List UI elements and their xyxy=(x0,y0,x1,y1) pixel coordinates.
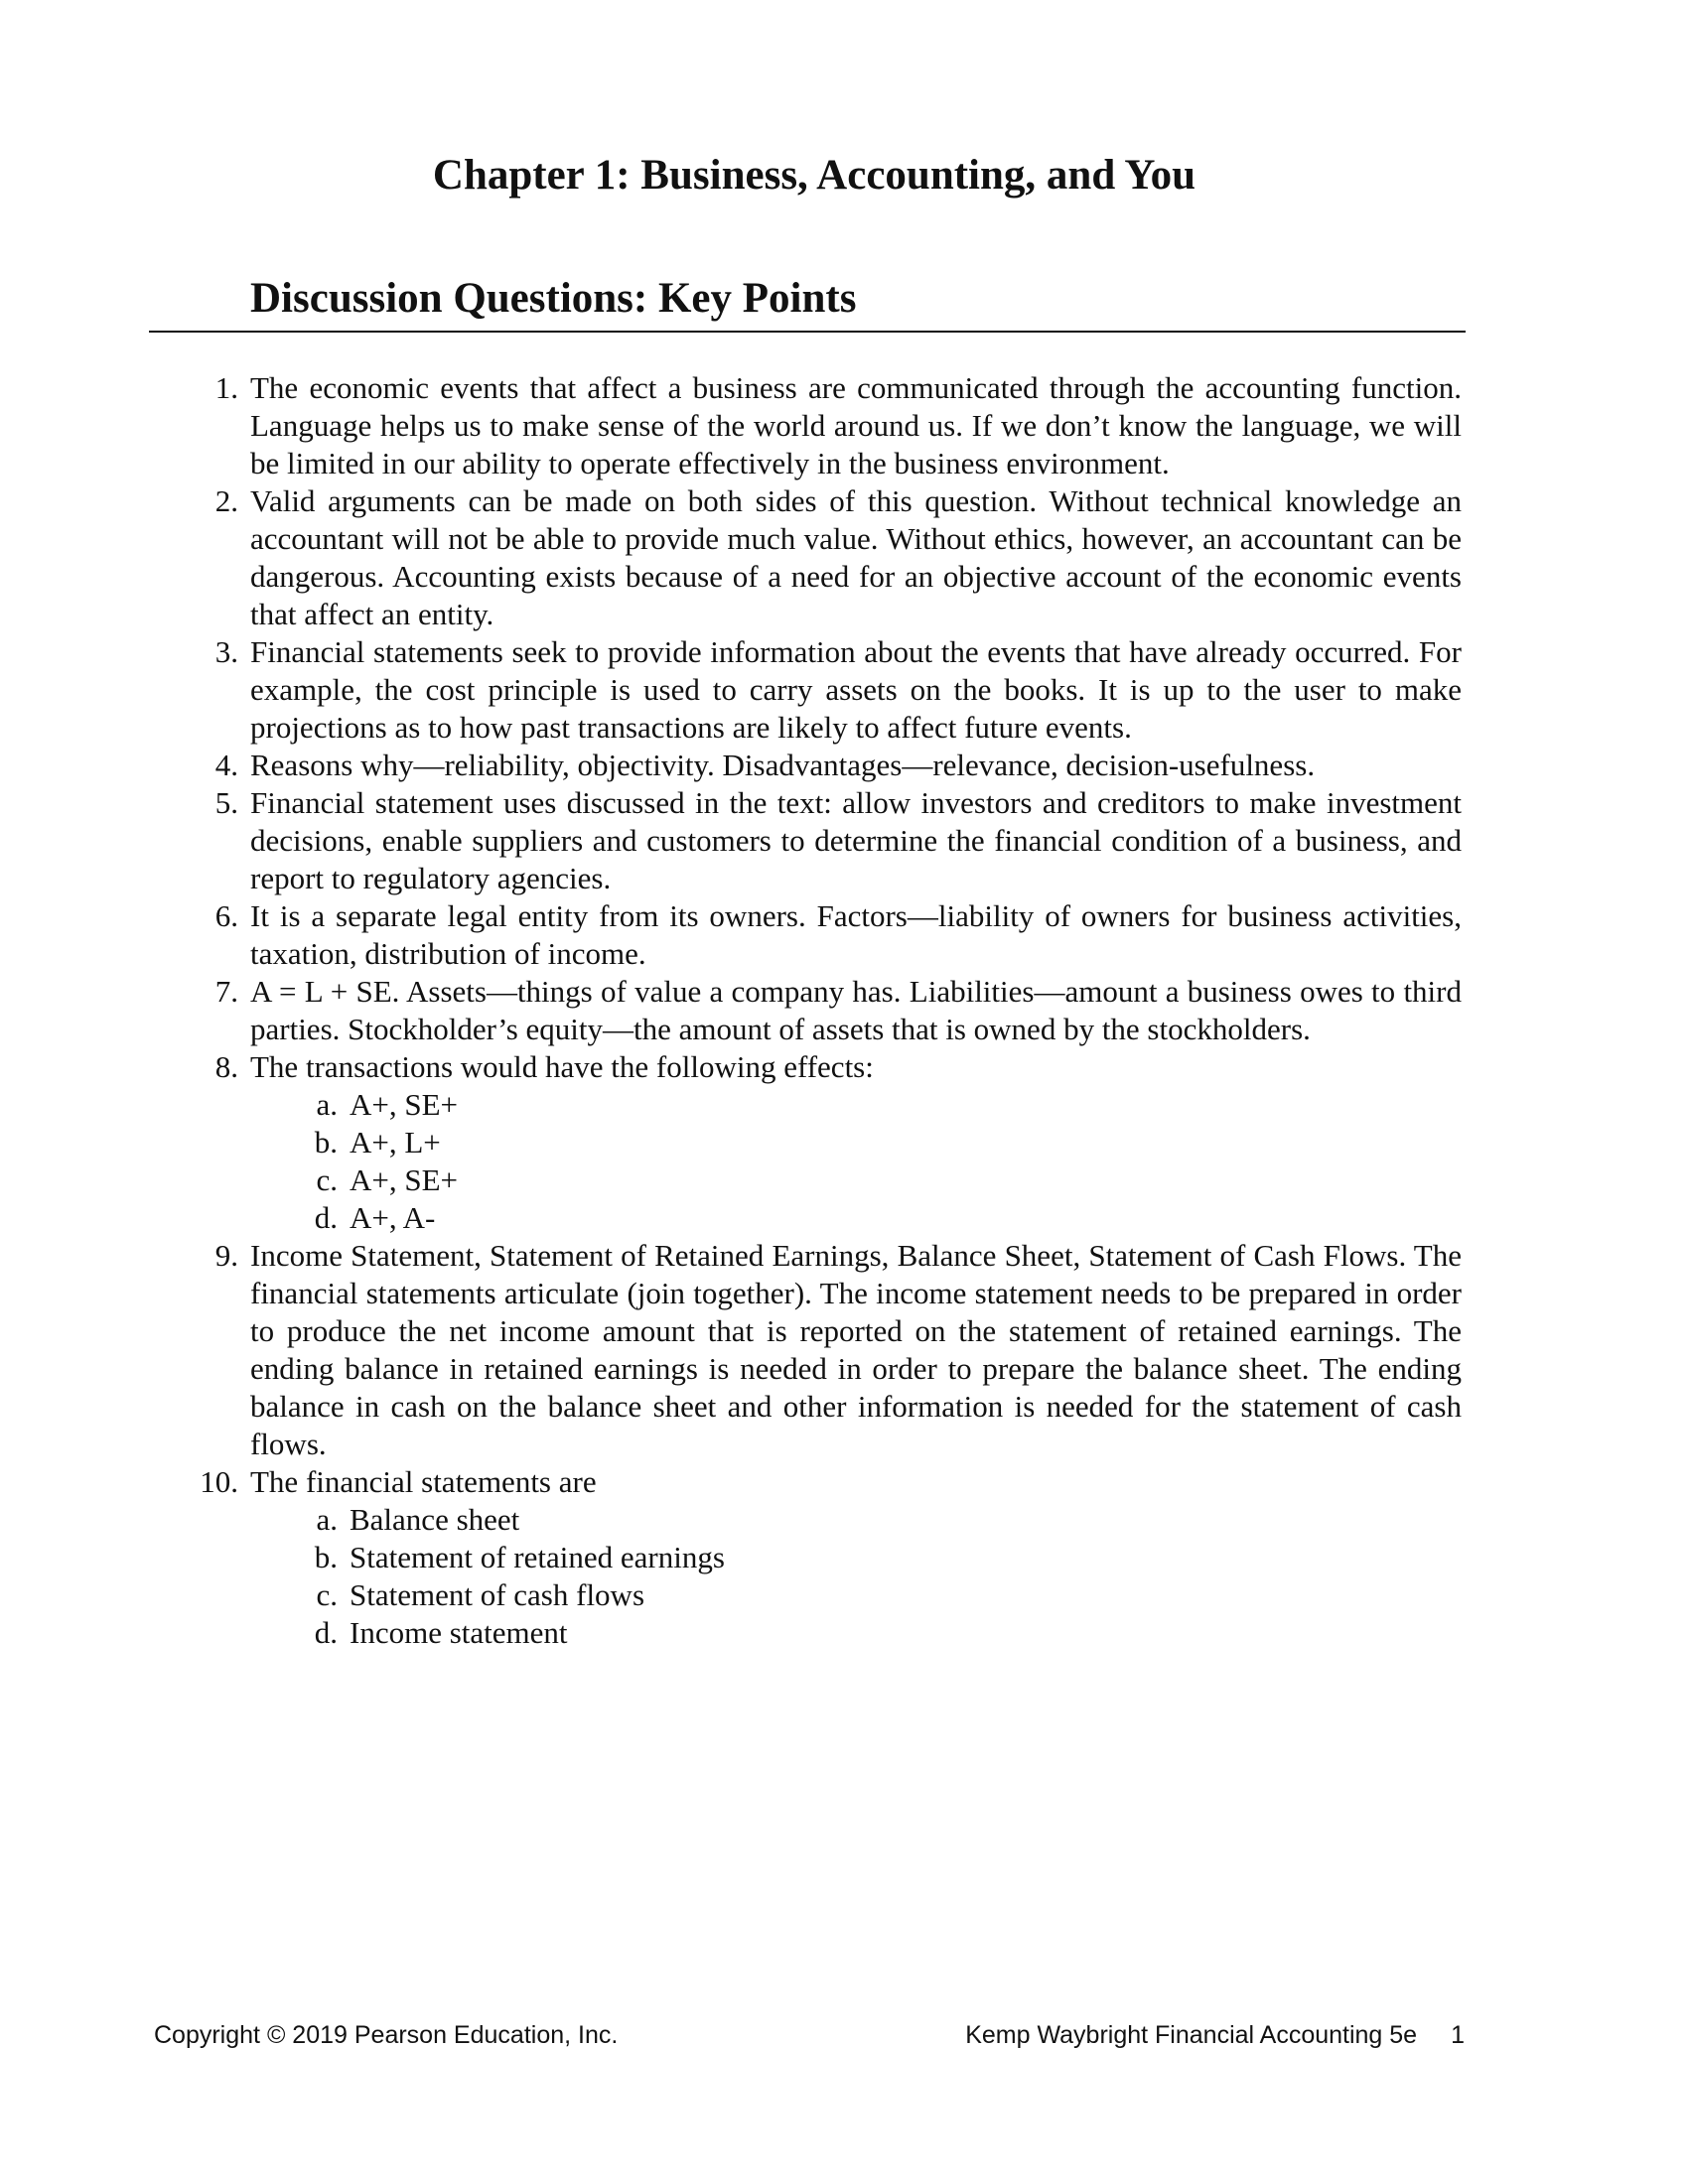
page-number: 1 xyxy=(1451,2021,1465,2049)
sub-item-letter: a. xyxy=(316,1087,338,1122)
question-item xyxy=(214,747,1462,784)
sub-item xyxy=(314,1199,1462,1237)
sub-item-text: Balance sheet xyxy=(350,1502,520,1537)
section-heading: Discussion Questions: Key Points xyxy=(250,275,857,322)
sub-item-text: Statement of cash flows xyxy=(350,1577,645,1612)
question-text: Financial statements seek to provide information about the events that have already occurred. For example, the cost principle is used to carry assets on the books. It is up to the user to make projections as to how past transactions are likely to affect future events. xyxy=(250,634,1462,745)
sub-item-letter: a. xyxy=(316,1502,338,1537)
question-item xyxy=(214,633,1462,747)
question-item xyxy=(214,973,1462,1048)
question-number: 6. xyxy=(214,898,238,933)
question-item xyxy=(214,1237,1462,1463)
sub-item-text: A+, L+ xyxy=(350,1125,441,1160)
sub-item xyxy=(314,1124,1462,1161)
question-number: 3. xyxy=(214,634,238,669)
question-text: The economic events that affect a business are communicated through the accounting function. Language helps us to make sense of the world around us. If we don’t know the language, we will be limited in our ability to operate effectively in the business environment. xyxy=(250,370,1462,480)
sub-item-letter: c. xyxy=(316,1162,338,1197)
sub-item-letter: b. xyxy=(314,1540,338,1574)
sub-item-text: A+, A- xyxy=(350,1200,436,1235)
sub-item xyxy=(316,1501,1462,1539)
question-number: 4. xyxy=(214,748,238,782)
question-item xyxy=(214,482,1462,633)
sub-item xyxy=(314,1614,1462,1652)
question-text: Income Statement, Statement of Retained Earnings, Balance Sheet, Statement of Cash Flows. The financial statements articulate (join together). The income statement needs to be prepared in order to produce the net income amount that is reported on the statement of retained earnings. The ending balance in retained earnings is needed in order to prepare the balance sheet. The ending balance in cash on the balance sheet and other information is needed for the statement of cash flows. xyxy=(250,1238,1462,1461)
sub-item xyxy=(316,1576,1462,1614)
sub-item-letter: d. xyxy=(314,1615,338,1650)
sub-item-letter: b. xyxy=(314,1125,338,1160)
question-number: 9. xyxy=(214,1238,238,1273)
sub-item xyxy=(316,1161,1462,1199)
copyright-text: Copyright © 2019 Pearson Education, Inc. xyxy=(154,2021,619,2049)
question-text: Financial statement uses discussed in the text: allow investors and creditors to make investment decisions, enable suppliers and customers to determine the financial condition of a business, and report to regulatory agencies. xyxy=(250,785,1462,895)
question-item xyxy=(214,784,1462,897)
question-text: The transactions would have the following effects: xyxy=(250,1049,874,1084)
effects-sublist xyxy=(250,1086,1462,1237)
sub-item-text: Income statement xyxy=(350,1615,568,1650)
sub-item-letter: c. xyxy=(316,1577,338,1612)
question-number: 10. xyxy=(200,1464,238,1499)
sub-item-text: A+, SE+ xyxy=(350,1087,459,1122)
question-number: 5. xyxy=(214,785,238,820)
question-item xyxy=(214,369,1462,482)
question-text: Valid arguments can be made on both sides of this question. Without technical knowledge an accountant will not be able to provide much value. Without ethics, however, an accountant can be dangerous. Accounting exists because of a need for an objective account of the economic events that affect an entity. xyxy=(250,483,1462,631)
question-number: 2. xyxy=(214,483,238,518)
heading-rule xyxy=(149,331,1466,333)
question-number: 8. xyxy=(214,1049,238,1084)
question-item xyxy=(214,1048,1462,1237)
sub-item xyxy=(314,1539,1462,1576)
question-item xyxy=(200,1463,1462,1652)
question-item xyxy=(214,897,1462,973)
question-text: It is a separate legal entity from its owners. Factors—liability of owners for business activities, taxation, distribution of income. xyxy=(250,898,1462,971)
question-text: Reasons why—reliability, objectivity. Disadvantages—relevance, decision-usefulness. xyxy=(250,748,1316,782)
question-number: 1. xyxy=(214,370,238,405)
book-title: Kemp Waybright Financial Accounting 5e xyxy=(965,2021,1418,2049)
question-number: 7. xyxy=(214,974,238,1009)
sub-item-text: A+, SE+ xyxy=(350,1162,459,1197)
question-text: The financial statements are xyxy=(250,1464,597,1499)
question-text: A = L + SE. Assets—things of value a company has. Liabilities—amount a business owes to third parties. Stockholder’s equity—the amount of assets that is owned by the stockholders. xyxy=(250,974,1462,1046)
page-title: Chapter 1: Business, Accounting, and You xyxy=(432,152,1196,199)
sub-item-letter: d. xyxy=(314,1200,338,1235)
statements-sublist xyxy=(250,1501,1462,1652)
questions-list xyxy=(200,369,1462,1652)
footer-right xyxy=(965,2021,1465,2050)
sub-item xyxy=(316,1086,1462,1124)
sub-item-text: Statement of retained earnings xyxy=(350,1540,725,1574)
